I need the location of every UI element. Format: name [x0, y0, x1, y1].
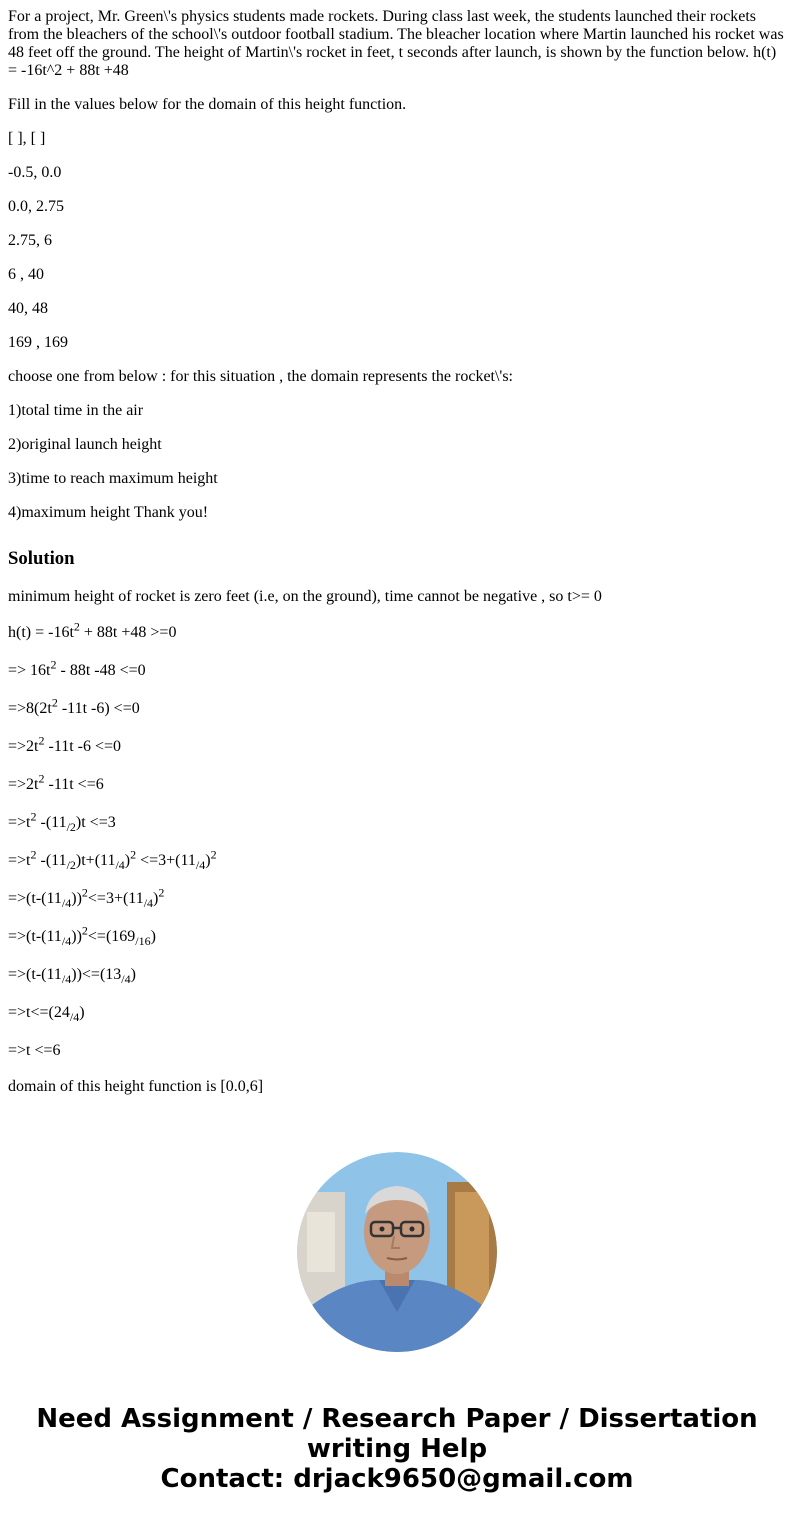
- solution-step: $h(t) = -16t^2 + 88t +48 >=0$: [8, 619, 177, 641]
- solution-step: $=>t^2$ $-(11_{/2})t+(11_{/4})^2 <=3+(11_{/4})^2$: [8, 847, 217, 873]
- solution-step: $=>(t-(11_{/4}))<=(13_{/4})$: [8, 966, 136, 987]
- answer-blank: [ ], [ ]: [8, 130, 46, 147]
- portrait-image: [297, 1152, 497, 1352]
- solution-heading: Solution: [8, 548, 75, 569]
- choice-item: 3)time to reach maximum height: [8, 470, 218, 487]
- footer-banner: [0, 1404, 794, 1494]
- solution-step: => $16t^2 - 88t$ -48 <=0: [8, 657, 146, 679]
- option-item: -0.5, 0.0: [8, 164, 62, 181]
- solution-intro: minimum height of rocket is zero feet (i.e, on the ground), time cannot be negative , so t>= 0: [8, 588, 602, 605]
- solution-step: $=>(t-(11_{/4}))^2<=3+(11_{/4})^2$: [8, 885, 165, 911]
- choose-prompt: choose one from below : for this situation , the domain represents the rocket\'s:: [8, 368, 513, 385]
- avatar: [297, 1152, 497, 1352]
- solution-conclusion: domain of this height function is [0.0,6]: [8, 1078, 264, 1095]
- solution-step: $=>t^2$ $-(11_{/2})t <=3$: [8, 809, 116, 835]
- footer-line: Need Assignment / Research Paper / Dissertation: [36, 1404, 758, 1434]
- solution-step: $=>8(2t^2$ -11t -6) <=0: [8, 695, 140, 717]
- main-content: [8, 8, 786, 1112]
- option-item: 2.75, 6: [8, 232, 52, 249]
- choice-item: 2)original launch height: [8, 436, 162, 453]
- footer-line: writing Help: [306, 1434, 488, 1464]
- solution-step: $=>2t^2$ -11t -6 <=0: [8, 733, 122, 755]
- footer-contact: Contact: drjack9650@gmail.com: [160, 1464, 634, 1494]
- option-item: 169 , 169: [8, 334, 68, 351]
- option-item: 0.0, 2.75: [8, 198, 64, 215]
- solution-step: $=>t<=(24_{/4})$: [8, 1004, 85, 1025]
- solution-step: $=>2t^2$ -11t <=6: [8, 771, 104, 793]
- choice-item: 1)total time in the air: [8, 402, 144, 419]
- option-item: 40, 48: [8, 300, 48, 317]
- option-item: 6 , 40: [8, 266, 44, 283]
- question-paragraph: For a project, Mr. Green\'s physics students made rockets. During class last week, the students launched their rockets from the bleachers of the school\'s outdoor football stadium. The bleacher location where Martin launched his rocket was 48 feet off the ground. The height of Martin\'s rocket in feet, t seconds after launch, is shown by the function below. h(t) = -16t^2 + 88t +48: [8, 8, 784, 79]
- question-instruction: Fill in the values below for the domain of this height function.: [8, 96, 407, 113]
- solution-step: $=>(t-(11_{/4}))^2<=(169_{/16})$: [8, 923, 156, 949]
- solution-step: =>t <=6: [8, 1042, 61, 1059]
- choice-item: 4)maximum height Thank you!: [8, 504, 209, 521]
